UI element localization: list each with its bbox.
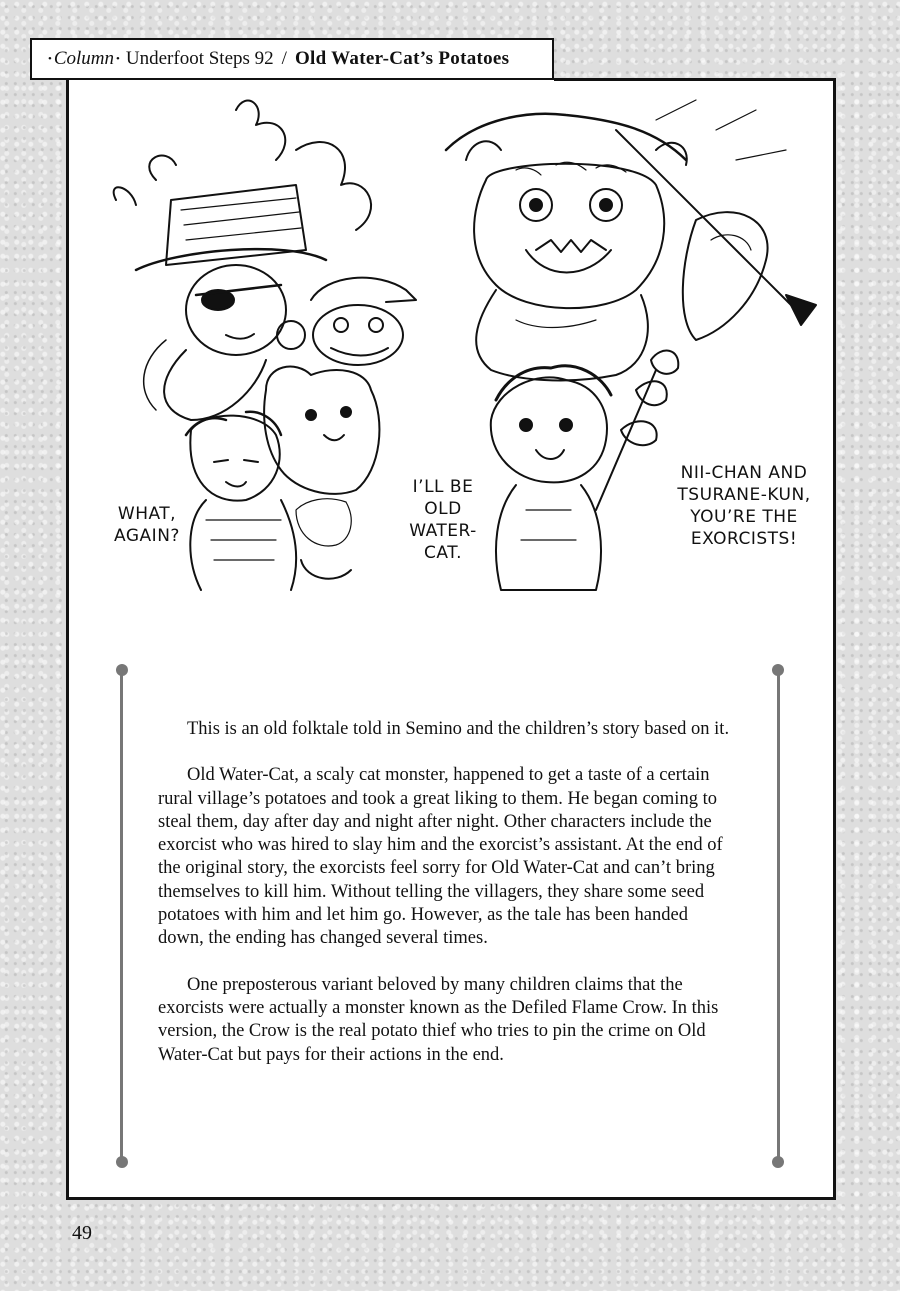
header-bullet-left: • xyxy=(48,53,52,65)
page-number: 49 xyxy=(72,1222,92,1244)
rail-knob-top-right xyxy=(772,664,784,676)
rail-knob-top-left xyxy=(116,664,128,676)
paragraph-2: Old Water-Cat, a scaly cat monster, happened to get a taste of a certain rural village’s potatoes and took a great liking to them. He began coming to steal them, day after day and night after night. Other characters include the exorcist who was hired to slay him and the exorcist’s assistant. At the end of the original story, the exorcists feel sorry for Old Water-Cat and can’t bring themselves to kill him. Without telling the villagers, they share some seed potatoes with him and let him go. However, as the tale has been handed down, the ending has changed several times. xyxy=(158,765,723,949)
right-rail xyxy=(777,672,780,1160)
rail-knob-bottom-right xyxy=(772,1156,784,1168)
rail-knob-bottom-left xyxy=(116,1156,128,1168)
frame-top-edge xyxy=(554,78,836,81)
column-label: Column xyxy=(53,48,115,69)
paragraph-3: One preposterous variant beloved by many children claims that the exorcists were actually a monster known as the Defiled Flame Crow. In this version, the Crow is the real potato thief who tries to pin the crime on Old Water-Cat but pays for their actions in the end. xyxy=(158,974,719,1065)
left-rail xyxy=(120,672,123,1160)
speech-exorcists: NII-CHAN AND TSURANE-KUN, YOU’RE THE EXORCISTS! xyxy=(677,463,811,549)
text-panel xyxy=(116,662,784,1170)
speech-what-again: WHAT, AGAIN? xyxy=(114,504,180,546)
header-slash: / xyxy=(281,48,287,69)
column-steps: Underfoot Steps 92 xyxy=(125,48,274,69)
column-title: Old Water-Cat’s Potatoes xyxy=(294,48,510,69)
body-text xyxy=(158,718,738,1090)
speech-old-water-cat: I’LL BE OLD WATER-CAT. xyxy=(409,477,477,563)
header-bullet-right: • xyxy=(116,53,120,65)
column-header xyxy=(30,38,554,80)
paragraph-1: This is an old folktale told in Semino and the children’s story based on it. xyxy=(187,719,730,739)
